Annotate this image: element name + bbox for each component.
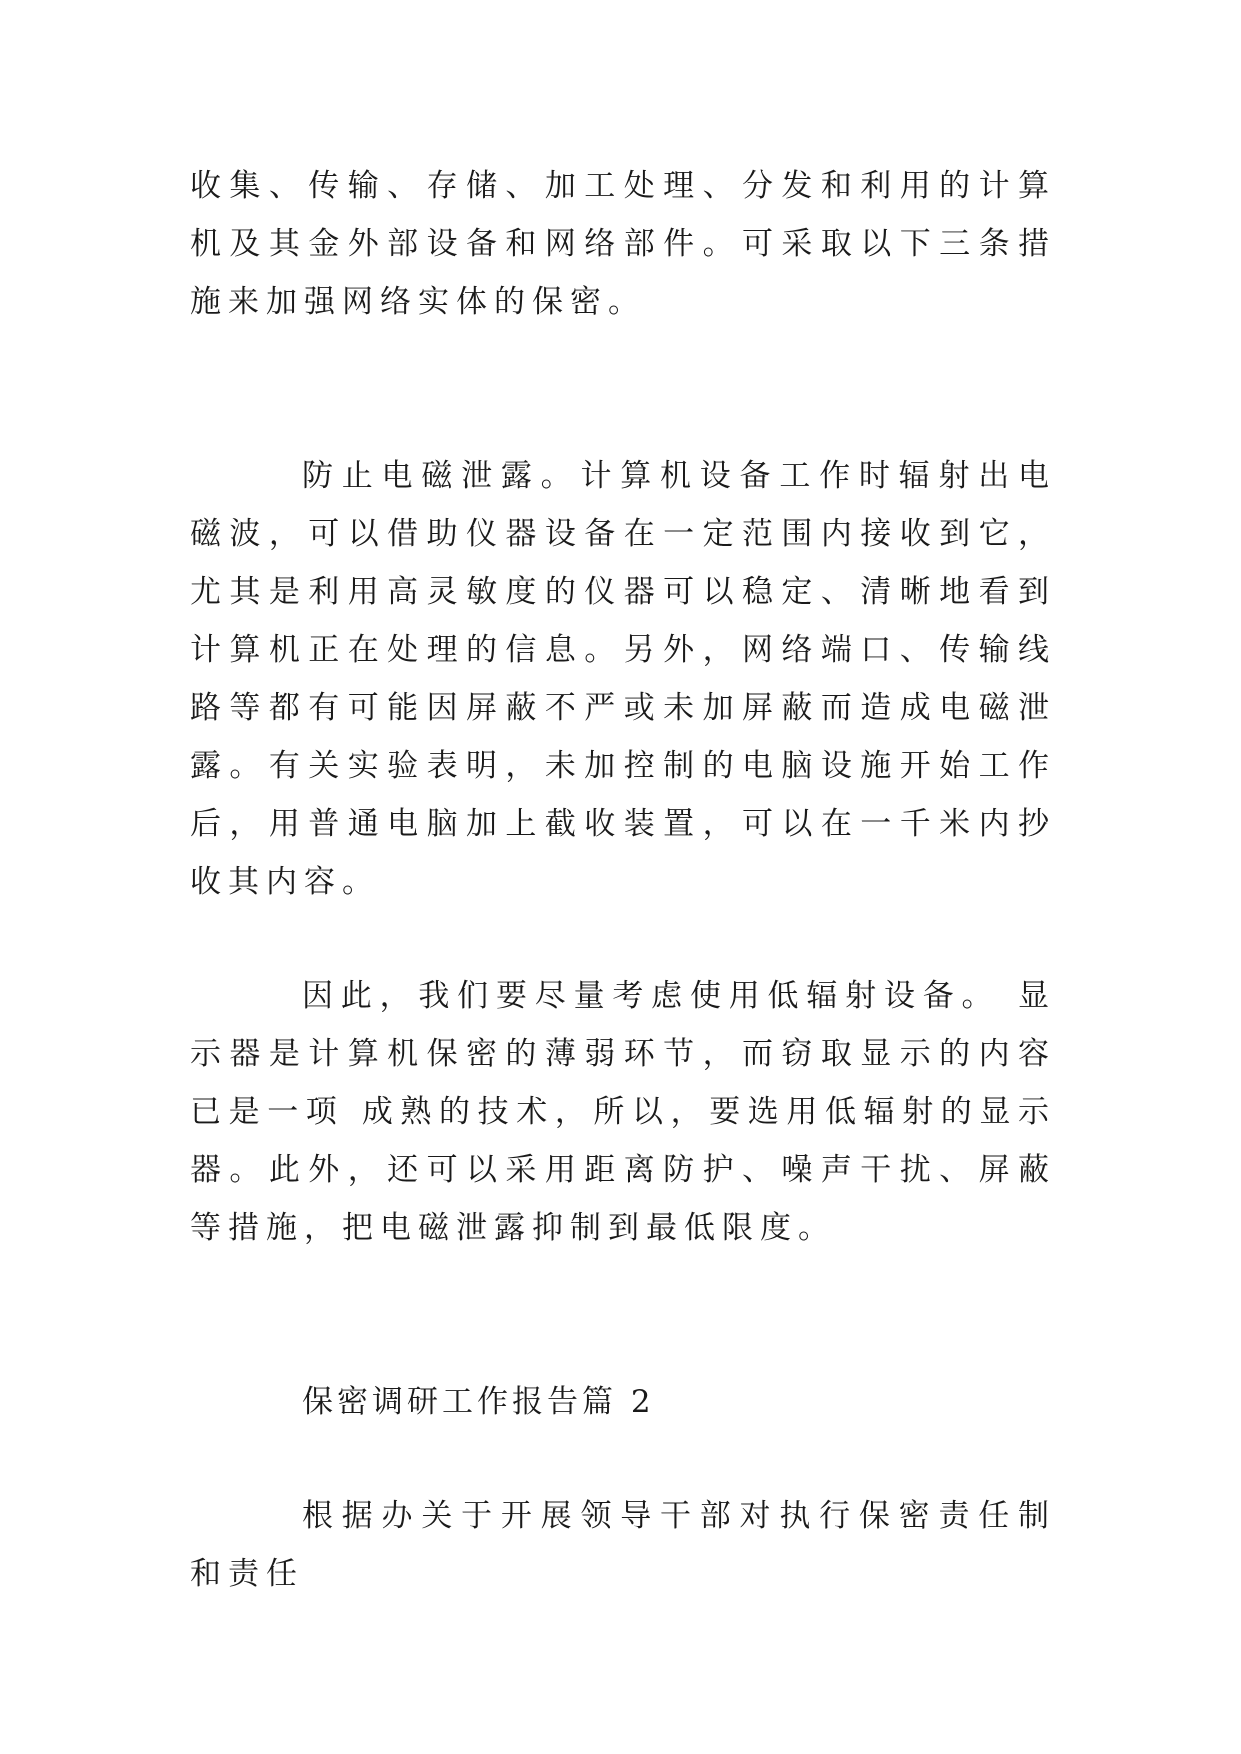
paragraph-4: 根据办关于开展领导干部对执行保密责任制和责任 (190, 1498, 1056, 1592)
paragraph-1: 收集、传输、存储、加工处理、分发和利用的计算机及其金外部设备和网络部件。可采取以下三条措施来加强网络实体的保密。 (190, 168, 1056, 320)
paragraph-2: 防止电磁泄露。计算机设备工作时辐射出电磁波，可以借助仪器设备在一定范围内接收到它，尤其是利用高灵敏度的仪器可以稳定、清晰地看到计算机正在处理的信息。另外，网络端口、传输线路等都有可能因屏蔽不严或未加屏蔽而造成电磁泄露。有关实验表明，未加控制的电脑设施开始工作后，用普通电脑加上截收装置，可以在一千米内抄收其内容。 (190, 458, 1056, 900)
section-heading: 保密调研工作报告篇 2 (302, 1384, 655, 1420)
paragraph-3: 因此，我们要尽量考虑使用低辐射设备。 显示器是计算机保密的薄弱环节，而窃取显示的内容已是一项 成熟的技术，所以，要选用低辐射的显示器。此外，还可以采用距离防护、噪声干扰、屏蔽等措施，把电磁泄露抑制到最低限度。 (190, 978, 1056, 1246)
